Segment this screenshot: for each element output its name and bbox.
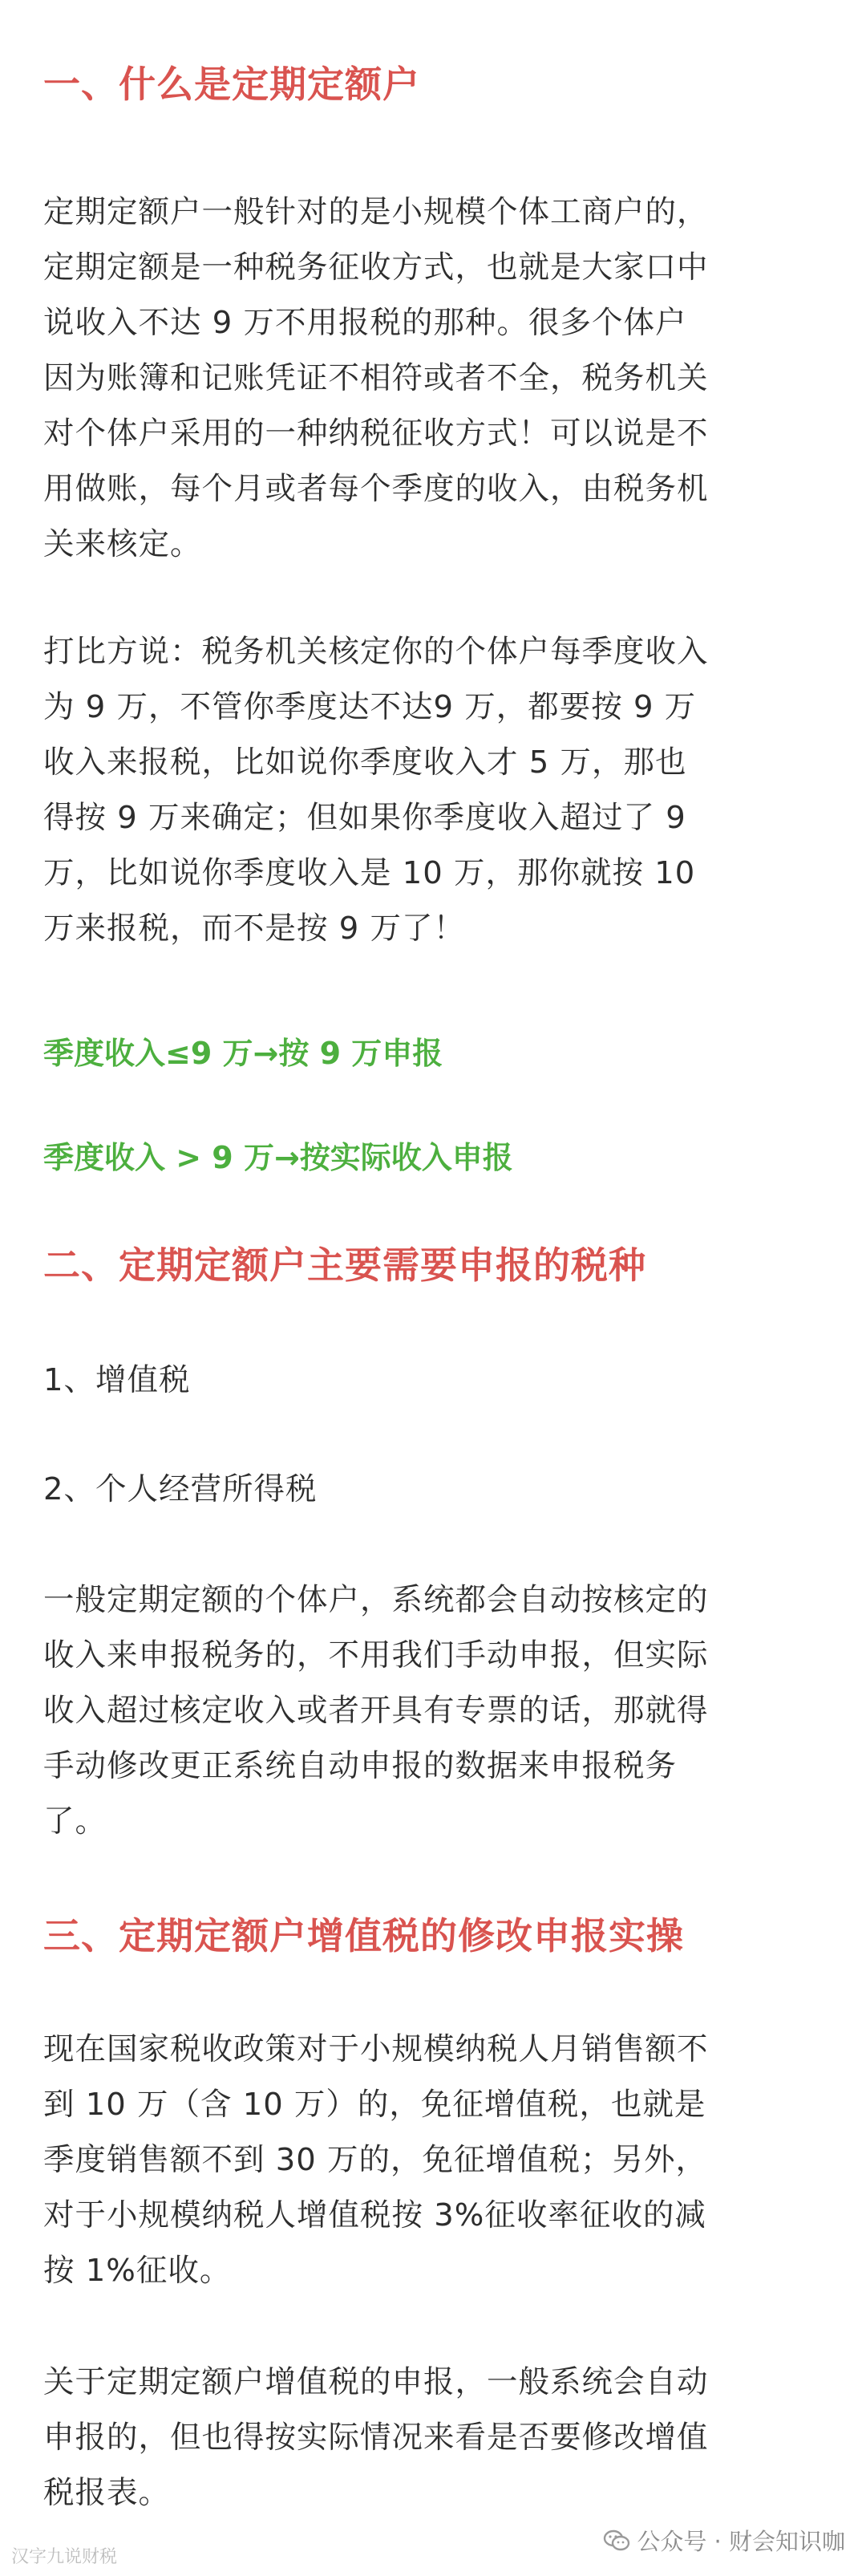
paragraph-line: 收入超过核定收入或者开具有专票的话，那就得 [43,1693,709,1729]
highlight-rule: 季度收入≤9 万→按 9 万申报 [43,1036,443,1071]
paragraph-line: 现在国家税收政策对于小规模纳税人月销售额不 [43,2031,709,2067]
paragraph-line: 关来核定。 [43,526,202,562]
list-item: 2、个人经营所得税 [43,1471,318,1507]
paragraph [43,185,829,572]
watermark-left: 汉字九说财税 [11,2547,118,2567]
paragraph-line: 定期定额是一种税务征收方式，也就是大家口中 [43,249,709,286]
paragraph-line: 按 1%征收。 [43,2253,232,2289]
paragraph-line: 万，比如说你季度收入是 10 万，那你就按 10 [43,855,696,891]
paragraph-line: 关于定期定额户增值税的申报，一般系统会自动 [43,2364,709,2400]
paragraph-line: 得按 9 万来确定；但如果你季度收入超过了 9 [43,800,686,836]
paragraph-line: 一般定期定额的个体户，系统都会自动按核定的 [43,1582,709,1618]
paragraph [43,1572,829,1849]
paragraph [43,624,829,956]
paragraph-line: 收入来报税，比如说你季度收入才 5 万，那也 [43,744,687,781]
section-heading-1: 一、什么是定期定额户 [43,63,420,106]
paragraph-line: 申报的，但也得按实际情况来看是否要修改增值 [43,2420,709,2456]
paragraph [43,2355,829,2521]
paragraph-line: 到 10 万（含 10 万）的，免征增值税，也就是 [43,2087,706,2123]
paragraph-line: 收入来申报税务的，不用我们手动申报，但实际 [43,1637,709,1673]
paragraph-line: 手动修改更正系统自动申报的数据来申报税务 [43,1748,678,1784]
highlight-rule: 季度收入 > 9 万→按实际收入申报 [43,1140,513,1175]
watermark-right [603,2524,845,2557]
paragraph-line: 税报表。 [43,2475,171,2511]
wechat-official-account-icon [603,2529,630,2553]
paragraph-line: 季度销售额不到 30 万的，免征增值税；另外， [43,2142,707,2178]
list-item: 1、增值税 [43,1362,191,1398]
paragraph-line: 因为账簿和记账凭证不相符或者不全，税务机关 [43,360,709,396]
paragraph-line: 打比方说：税务机关核定你的个体户每季度收入 [43,634,709,670]
section-heading-2: 二、定期定额户主要需要申报的税种 [43,1243,646,1287]
paragraph-line: 万来报税，而不是按 9 万了！ [43,911,465,947]
paragraph [43,2022,829,2298]
paragraph-line: 对于小规模纳税人增值税按 3%征收率征收的减 [43,2197,706,2233]
paragraph-line: 用做账，每个月或者每个季度的收入，由税务机 [43,471,709,507]
paragraph-line: 为 9 万，不管你季度达不达9 万，都要按 9 万 [43,689,697,725]
paragraph-line: 对个体户采用的一种纳税征收方式！可以说是不 [43,416,709,452]
section-heading-3: 三、定期定额户增值税的修改申报实操 [43,1914,684,1957]
paragraph-line: 了。 [43,1803,107,1840]
paragraph-line: 定期定额户一般针对的是小规模个体工商户的， [43,194,709,230]
watermark-right-text: 公众号 · 财会知识咖 [637,2528,845,2555]
paragraph-line: 说收入不达 9 万不用报税的那种。很多个体户 [43,305,687,341]
